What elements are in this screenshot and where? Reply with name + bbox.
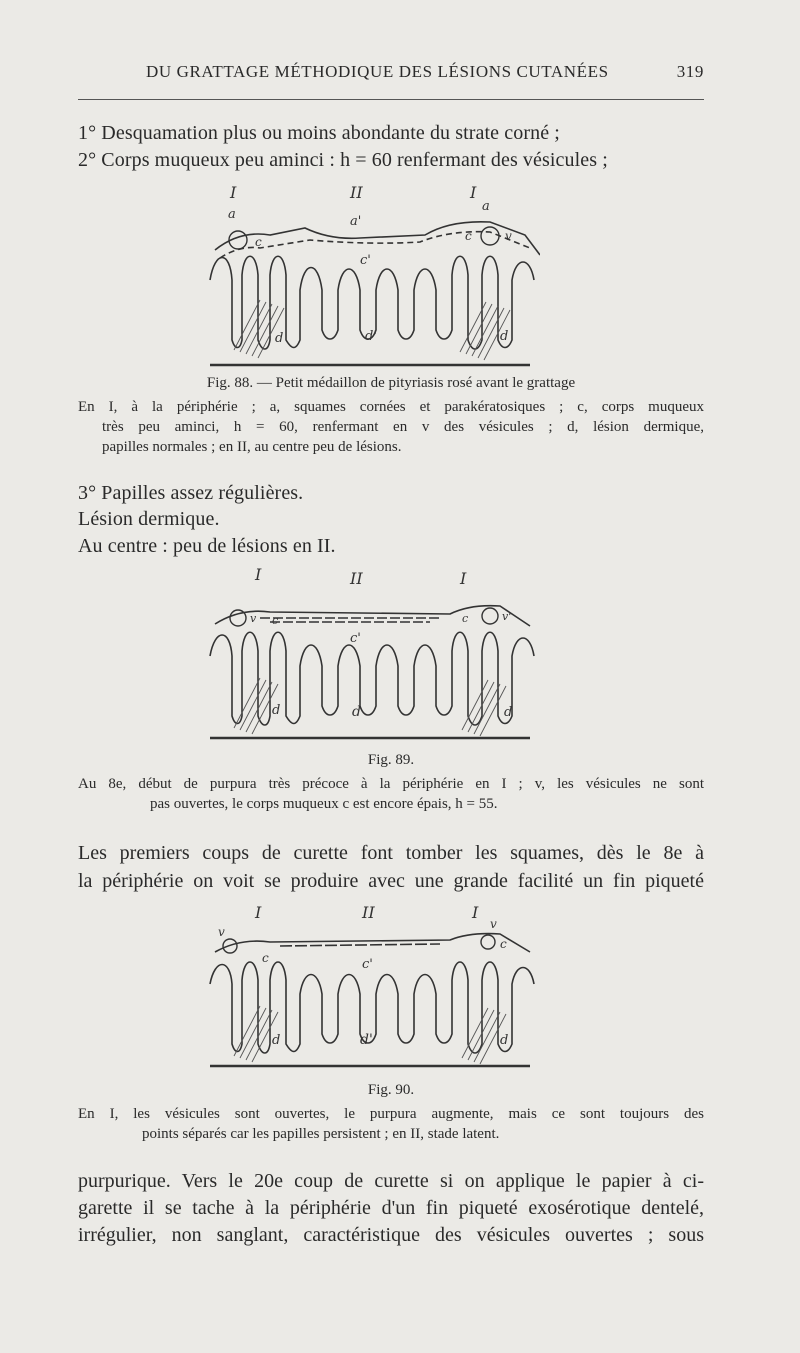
closing-line-3: irrégulier, non sanglant, caractéristique des vésicules ouvertes ; sous [78, 1224, 704, 1246]
fig90-label-I-left: I [255, 903, 262, 922]
fig89-label-I-right: I [460, 569, 467, 588]
fig88-label-a-prime: a' [350, 214, 362, 229]
running-header [78, 62, 704, 82]
fig89-label-d-center: d [352, 704, 361, 720]
figure-88-drawing [200, 180, 540, 370]
fig90-label-d-right: d [500, 1033, 509, 1048]
fig88-caption [78, 397, 704, 457]
fig88-label-d-right: d [500, 329, 509, 344]
fig88-caption-line-2: très peu aminci, h = 60, renfermant en v des vésicules ; d, lésion dermique, [102, 419, 704, 435]
running-title: DU GRATTAGE MÉTHODIQUE DES LÉSIONS CUTANÉES [146, 62, 609, 81]
fig89-label-c-left: c [272, 614, 279, 627]
middle-line-3: Au centre : peu de lésions en II. [78, 535, 336, 557]
fig90-label-I-right: I [472, 903, 479, 922]
fig88-caption-line-1: En I, à la périphérie ; a, squames cornées et parakératosiques ; c, corps muqueux [78, 399, 704, 415]
fig89-label-II: II [350, 569, 363, 588]
fig89-label-I-left: I [255, 566, 262, 584]
fig90-label-c-left: c [262, 951, 269, 965]
figure-90-drawing [200, 902, 540, 1074]
fig89-label-d-right: d [504, 705, 513, 720]
fig90-label-c-right: c [500, 937, 507, 951]
fig88-label-I-right: I [470, 183, 477, 202]
fig90-label-c-prime: c' [362, 957, 373, 972]
paragraph-line-2: la périphérie on voit se produire avec une grande facilité un fin piqueté [78, 870, 704, 892]
fig90-caption-line-2: points séparés car les papilles persistent ; en II, stade latent. [142, 1126, 500, 1142]
fig90-caption [78, 1104, 704, 1144]
fig88-label-c-right: c [465, 229, 472, 243]
middle-line-2: Lésion dermique. [78, 508, 220, 530]
intro-line-1: 1° Desquamation plus ou moins abondante du strate corné ; [78, 122, 560, 144]
closing-line-2: garette il se tache à la périphérie d'un fin piqueté exosérotique dentelé, [78, 1197, 704, 1219]
fig89-label-c-prime: c' [350, 631, 361, 646]
fig90-label-v-left: v [218, 925, 225, 939]
fig90-title: Fig. 90. [367, 1082, 415, 1098]
fig89-caption-line-1: Au 8e, début de purpura très précoce à la périphérie en I ; v, les vésicules ne sont [78, 776, 704, 792]
page-number: 319 [676, 62, 704, 81]
header-rule [78, 99, 704, 100]
fig88-label-d-left: d [275, 331, 284, 346]
fig89-caption-line-2: pas ouvertes, le corps muqueux c est encore épais, h = 55. [150, 796, 498, 812]
figure-89-drawing [200, 566, 540, 746]
fig88-label-c-prime: c' [360, 253, 371, 268]
fig90-label-d-prime: d' [360, 1032, 373, 1048]
intro-line-2: 2° Corps muqueux peu aminci : h = 60 renfermant des vésicules ; [78, 149, 608, 171]
fig90-label-v-right: v [490, 917, 497, 931]
fig89-caption [78, 774, 704, 814]
fig88-title: Fig. 88. — Petit médaillon de pityriasis rosé avant le grattage [206, 375, 576, 391]
fig89-label-d-left: d [272, 703, 281, 718]
paragraph-line-1: Les premiers coups de curette font tomber les squames, dès le 8e à [78, 842, 704, 864]
middle-line-1: 3° Papilles assez régulières. [78, 482, 304, 504]
fig88-label-II: II [350, 183, 363, 202]
fig88-label-I-left: I [230, 183, 237, 202]
fig88-label-d-prime: d' [365, 329, 377, 344]
fig90-caption-line-1: En I, les vésicules sont ouvertes, le purpura augmente, mais ce sont toujours des [78, 1106, 704, 1122]
fig90-label-d-left: d [272, 1033, 281, 1048]
fig89-title: Fig. 89. [367, 752, 415, 768]
closing-line-1: purpurique. Vers le 20e coup de curette si on applique le papier à ci- [78, 1170, 704, 1192]
fig88-label-a-right: a [482, 199, 490, 214]
fig89-label-v-right: v' [502, 610, 512, 623]
fig89-label-c-right: c [462, 612, 469, 625]
fig89-label-v-left: v [250, 612, 257, 625]
fig88-label-a-left: a [228, 207, 236, 222]
fig90-label-II: II [362, 903, 375, 922]
fig88-label-v: v [505, 229, 512, 243]
fig88-caption-line-3: papilles normales ; en II, au centre peu de lésions. [102, 439, 402, 455]
fig88-label-c-left: c [255, 235, 262, 249]
